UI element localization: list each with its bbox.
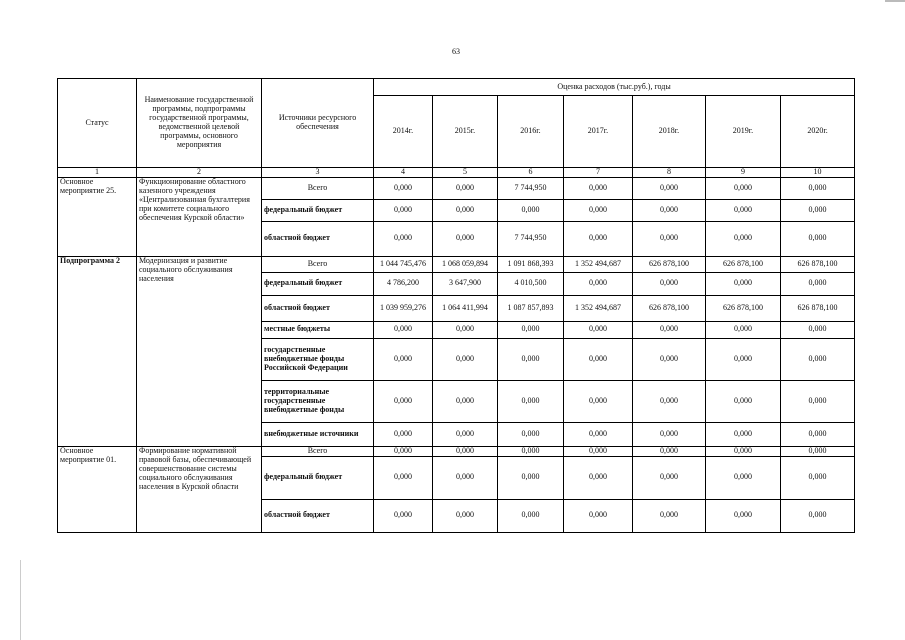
header-year: 2019г.: [706, 96, 781, 168]
value-cell: 0,000: [564, 499, 633, 532]
header-year: 2015г.: [433, 96, 498, 168]
value-cell: 0,000: [564, 456, 633, 499]
column-number: 9: [706, 168, 781, 178]
row-status: Подпрограмма 2: [58, 256, 137, 446]
value-cell: 7 744,950: [498, 221, 564, 256]
table-row: [58, 177, 855, 199]
header-year: 2014г.: [374, 96, 433, 168]
value-cell: 0,000: [433, 446, 498, 456]
value-cell: 0,000: [374, 422, 433, 446]
value-cell: 626 878,100: [781, 295, 855, 321]
funding-source: территориальные государственные внебюджетные фонды: [262, 380, 374, 422]
header-year: 2020г.: [781, 96, 855, 168]
value-cell: 4 010,500: [498, 272, 564, 295]
funding-source: федеральный бюджет: [262, 199, 374, 221]
value-cell: 0,000: [633, 321, 706, 338]
value-cell: 0,000: [781, 199, 855, 221]
value-cell: 626 878,100: [633, 295, 706, 321]
funding-source: областной бюджет: [262, 499, 374, 532]
value-cell: 0,000: [781, 338, 855, 380]
value-cell: 3 647,900: [433, 272, 498, 295]
value-cell: 0,000: [433, 221, 498, 256]
column-number: 5: [433, 168, 498, 178]
funding-source: федеральный бюджет: [262, 456, 374, 499]
header-year: 2016г.: [498, 96, 564, 168]
scan-edge-mark: [20, 560, 21, 640]
value-cell: 0,000: [498, 380, 564, 422]
funding-source: Всего: [262, 446, 374, 456]
funding-source: областной бюджет: [262, 295, 374, 321]
value-cell: 0,000: [374, 499, 433, 532]
value-cell: 0,000: [433, 199, 498, 221]
header-status: Статус: [58, 79, 137, 168]
header-year: 2018г.: [633, 96, 706, 168]
column-number: 2: [137, 168, 262, 178]
value-cell: 626 878,100: [633, 256, 706, 272]
value-cell: 0,000: [706, 499, 781, 532]
row-program-name: Формирование нормативной правовой базы, обеспечивающей совершенствование системы социального обслуживания населения в Курской области: [137, 446, 262, 532]
funding-source: федеральный бюджет: [262, 272, 374, 295]
value-cell: 0,000: [633, 177, 706, 199]
column-number: 8: [633, 168, 706, 178]
value-cell: 0,000: [781, 380, 855, 422]
value-cell: 1 352 494,687: [564, 256, 633, 272]
column-number: 1: [58, 168, 137, 178]
row-program-name: Функционирование областного казенного учреждения «Централизованная бухгалтерия при комитете социального обеспечения Курской области»: [137, 177, 262, 256]
table-row: [58, 256, 855, 272]
value-cell: 1 352 494,687: [564, 295, 633, 321]
value-cell: 1 064 411,994: [433, 295, 498, 321]
value-cell: 7 744,950: [498, 177, 564, 199]
value-cell: 0,000: [633, 456, 706, 499]
value-cell: 0,000: [781, 499, 855, 532]
value-cell: 0,000: [564, 321, 633, 338]
value-cell: 0,000: [374, 199, 433, 221]
value-cell: 0,000: [564, 380, 633, 422]
value-cell: 0,000: [374, 456, 433, 499]
header-expense-estimate: Оценка расходов (тыс.руб.), годы: [374, 79, 855, 96]
value-cell: 0,000: [633, 446, 706, 456]
value-cell: 626 878,100: [706, 295, 781, 321]
value-cell: 1 068 059,894: [433, 256, 498, 272]
value-cell: 0,000: [706, 338, 781, 380]
column-number: 7: [564, 168, 633, 178]
value-cell: 0,000: [706, 272, 781, 295]
value-cell: 0,000: [706, 321, 781, 338]
header-funding-sources: Источники ресурсного обеспечения: [262, 79, 374, 168]
funding-source: внебюджетные источники: [262, 422, 374, 446]
value-cell: 626 878,100: [781, 256, 855, 272]
value-cell: 0,000: [633, 499, 706, 532]
value-cell: 0,000: [433, 499, 498, 532]
value-cell: 0,000: [706, 380, 781, 422]
value-cell: 1 044 745,476: [374, 256, 433, 272]
value-cell: 1 039 959,276: [374, 295, 433, 321]
page-number: 63: [452, 47, 460, 56]
value-cell: 0,000: [374, 446, 433, 456]
scan-edge-mark: [885, 0, 905, 2]
column-number-row: [58, 168, 855, 178]
value-cell: 0,000: [633, 199, 706, 221]
value-cell: 0,000: [498, 456, 564, 499]
value-cell: 0,000: [374, 177, 433, 199]
value-cell: 1 091 868,393: [498, 256, 564, 272]
value-cell: 0,000: [633, 221, 706, 256]
value-cell: 0,000: [781, 422, 855, 446]
value-cell: 0,000: [498, 338, 564, 380]
column-number: 6: [498, 168, 564, 178]
value-cell: 0,000: [433, 422, 498, 446]
row-status: Основное мероприятие 01.: [58, 446, 137, 532]
value-cell: 0,000: [706, 422, 781, 446]
value-cell: 0,000: [374, 380, 433, 422]
value-cell: 0,000: [633, 422, 706, 446]
value-cell: 0,000: [564, 199, 633, 221]
value-cell: 0,000: [706, 456, 781, 499]
value-cell: 0,000: [633, 338, 706, 380]
row-status: Основное мероприятие 25.: [58, 177, 137, 256]
value-cell: 0,000: [433, 380, 498, 422]
value-cell: 0,000: [498, 199, 564, 221]
row-program-name: Модернизация и развитие социального обслуживания населения: [137, 256, 262, 446]
value-cell: 626 878,100: [706, 256, 781, 272]
column-number: 10: [781, 168, 855, 178]
value-cell: 0,000: [781, 221, 855, 256]
funding-source: местные бюджеты: [262, 321, 374, 338]
column-number: 4: [374, 168, 433, 178]
table-row: [58, 446, 855, 456]
value-cell: 0,000: [781, 272, 855, 295]
value-cell: 0,000: [781, 456, 855, 499]
value-cell: 0,000: [781, 446, 855, 456]
funding-source: Всего: [262, 177, 374, 199]
value-cell: 0,000: [564, 221, 633, 256]
value-cell: 0,000: [706, 446, 781, 456]
value-cell: 0,000: [498, 321, 564, 338]
value-cell: 0,000: [374, 338, 433, 380]
value-cell: 0,000: [433, 177, 498, 199]
value-cell: 0,000: [433, 456, 498, 499]
value-cell: 1 087 857,893: [498, 295, 564, 321]
funding-source: Всего: [262, 256, 374, 272]
value-cell: 0,000: [633, 380, 706, 422]
value-cell: 0,000: [633, 272, 706, 295]
value-cell: 0,000: [433, 338, 498, 380]
value-cell: 0,000: [433, 321, 498, 338]
header-year: 2017г.: [564, 96, 633, 168]
column-number: 3: [262, 168, 374, 178]
value-cell: 0,000: [564, 422, 633, 446]
funding-source: государственные внебюджетные фонды Российской Федерации: [262, 338, 374, 380]
value-cell: 0,000: [564, 446, 633, 456]
value-cell: 0,000: [706, 177, 781, 199]
value-cell: 0,000: [564, 272, 633, 295]
value-cell: 0,000: [564, 338, 633, 380]
value-cell: 0,000: [781, 321, 855, 338]
funding-source: областной бюджет: [262, 221, 374, 256]
value-cell: 0,000: [374, 221, 433, 256]
value-cell: 0,000: [498, 446, 564, 456]
value-cell: 0,000: [374, 321, 433, 338]
value-cell: 0,000: [498, 422, 564, 446]
value-cell: 0,000: [498, 499, 564, 532]
header-program-name: Наименование государственной программы, подпрограммы государственной программы, ведомственной целевой программы, основного мероприятия: [137, 79, 262, 168]
value-cell: 0,000: [706, 221, 781, 256]
value-cell: 0,000: [564, 177, 633, 199]
value-cell: 4 786,200: [374, 272, 433, 295]
value-cell: 0,000: [781, 177, 855, 199]
budget-table: [57, 78, 855, 533]
value-cell: 0,000: [706, 199, 781, 221]
